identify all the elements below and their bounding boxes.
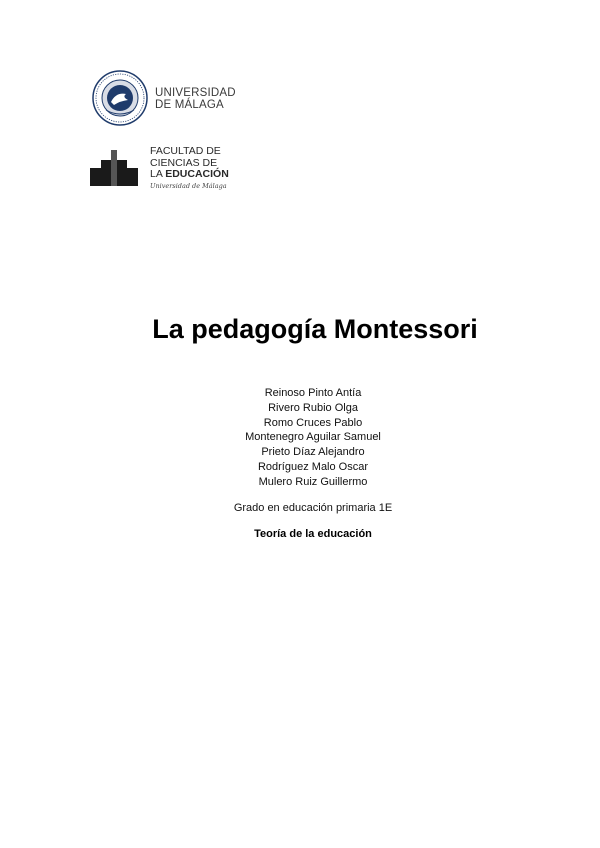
faculty-name-line1: FACULTAD DE <box>150 145 221 157</box>
university-name-line2: DE MÁLAGA <box>155 99 224 111</box>
subject-title: Teoría de la educación <box>254 528 372 540</box>
faculty-name-line3 <box>150 169 229 181</box>
document-title: La pedagogía Montessori <box>152 314 478 344</box>
faculty-name-line2: CIENCIAS DE <box>150 156 218 169</box>
university-seal-icon <box>92 70 148 126</box>
degree-line: Grado en educación primaria 1E <box>233 502 393 514</box>
university-name-line1: UNIVERSIDAD <box>155 87 236 99</box>
university-name <box>155 87 236 111</box>
author-name: Reinoso Pinto Antía <box>264 387 362 399</box>
faculty-building-icon <box>90 148 138 186</box>
author-name: Mulero Ruiz Guillermo <box>258 475 368 488</box>
faculty-university-subtitle: Universidad de Málaga <box>150 181 227 190</box>
author-name: Prieto Díaz Alejandro <box>261 446 365 459</box>
author-name: Rivero Rubio Olga <box>268 401 358 414</box>
author-name: Romo Cruces Pablo <box>263 416 363 429</box>
author-name: Montenegro Aguilar Samuel <box>245 431 381 444</box>
university-logo <box>92 70 236 126</box>
author-list <box>0 386 600 490</box>
author-name: Rodríguez Malo Oscar <box>257 460 369 473</box>
faculty-logo <box>90 146 240 192</box>
faculty-name-line3-prefix: LA <box>150 168 166 180</box>
faculty-name-line3-bold: EDUCACIÓN <box>165 168 229 180</box>
faculty-name <box>150 146 229 192</box>
